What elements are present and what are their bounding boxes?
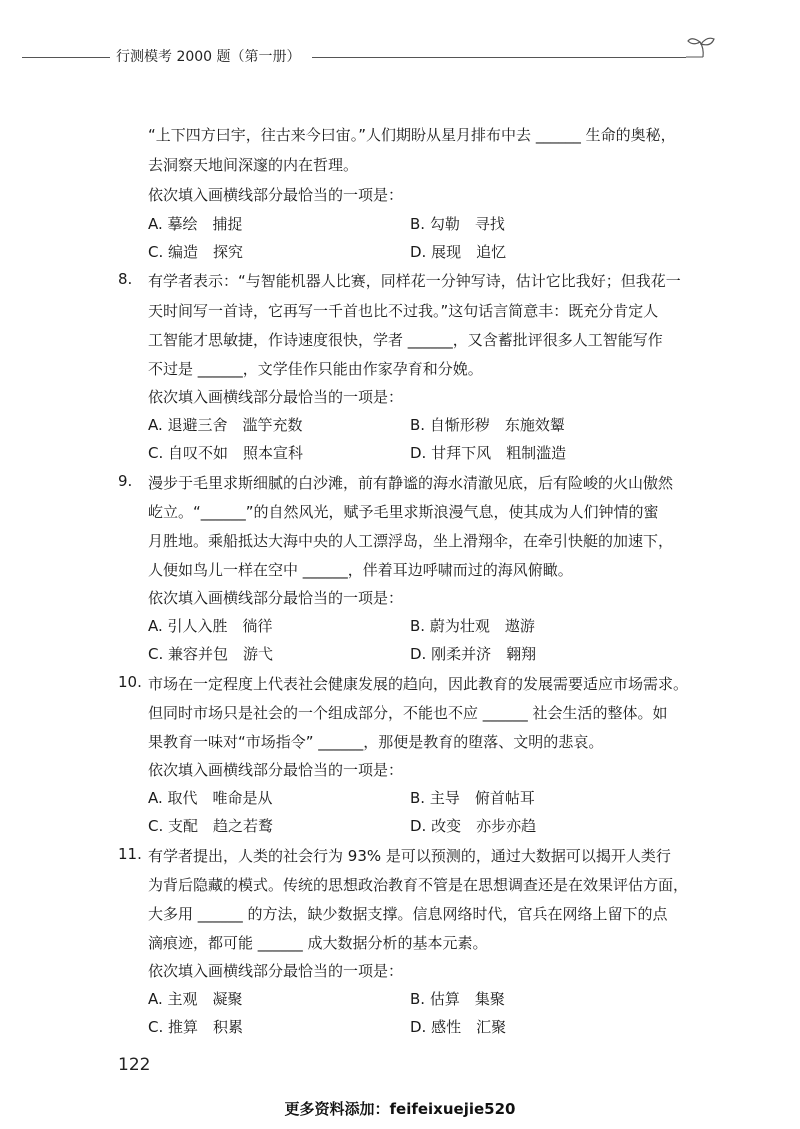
page-number: 122 [118, 1055, 151, 1075]
question-11-option-c: C. 推算 积累 [148, 1018, 244, 1036]
question-10-line-1: 市场在一定程度上代表社会健康发展的趋向，因此教育的发展需要适应市场需求。 [148, 675, 689, 693]
question-10-line-2: 但同时市场只是社会的一个组成部分，不能也不应 ______ 社会生活的整体。如 [148, 704, 668, 722]
question-11-prompt: 依次填入画横线部分最恰当的一项是： [148, 962, 404, 980]
question-10-line-3: 果教育一味对“市场指令” ______，那便是教育的堕落、文明的悲哀。 [148, 733, 604, 751]
question-11-number: 11. [118, 845, 142, 863]
question-8-option-c: C. 自叹不如 照本宣科 [148, 444, 304, 462]
question-9-option-b: B. 蔚为壮观 遨游 [410, 617, 535, 635]
question-10-number: 10. [118, 673, 142, 691]
question-9-option-d: D. 刚柔并济 翱翔 [410, 645, 537, 663]
question-10-option-a: A. 取代 唯命是从 [148, 789, 273, 807]
question-7-option-d: D. 展现 追忆 [410, 243, 507, 261]
question-11-option-a: A. 主观 凝聚 [148, 990, 243, 1008]
question-11-line-4: 滴痕迹，都可能 ______ 成大数据分析的基本元素。 [148, 934, 488, 952]
question-9-line-2: 屹立。“______”的自然风光，赋予毛里求斯浪漫气息，使其成为人们钟情的蜜 [148, 503, 659, 521]
question-11-line-2: 为背后隐藏的模式。传统的思想政治教育不管是在思想调查还是在效果评估方面， [148, 876, 689, 894]
question-8-line-2: 天时间写一首诗，它再写一千首也比不过我。”这句话言简意丰：既充分肯定人 [148, 302, 659, 320]
question-11-option-d: D. 感性 汇聚 [410, 1018, 507, 1036]
question-10-option-d: D. 改变 亦步亦趋 [410, 817, 537, 835]
question-9-line-1: 漫步于毛里求斯细腻的白沙滩，前有静谧的海水清澈见底，后有险峻的火山傲然 [148, 474, 674, 492]
question-8-prompt: 依次填入画横线部分最恰当的一项是： [148, 388, 404, 406]
question-8-line-4: 不过是 ______，文学佳作只能由作家孕育和分娩。 [148, 360, 483, 378]
question-11-option-b: B. 估算 集聚 [410, 990, 505, 1008]
question-11-line-3: 大多用 ______ 的方法，缺少数据支撑。信息网络时代，官兵在网络上留下的点 [148, 905, 668, 923]
question-9-prompt: 依次填入画横线部分最恰当的一项是： [148, 589, 404, 607]
question-8-number: 8. [118, 270, 133, 288]
question-7-option-c: C. 编造 探究 [148, 243, 244, 261]
sprout-icon [683, 32, 717, 66]
question-10-option-c: C. 支配 趋之若鹜 [148, 817, 274, 835]
question-10-option-b: B. 主导 俯首帖耳 [410, 789, 535, 807]
running-header [0, 44, 800, 68]
question-9-number: 9. [118, 472, 133, 490]
question-8-line-3: 工智能才思敏捷，作诗速度很快，学者 ______，又含蓄批评很多人工智能写作 [148, 331, 663, 349]
header-rule-left [22, 57, 110, 58]
question-9-line-3: 月胜地。乘船抵达大海中央的人工漂浮岛，坐上滑翔伞，在牵引快艇的加速下， [148, 532, 674, 550]
question-10-prompt: 依次填入画横线部分最恰当的一项是： [148, 761, 404, 779]
question-7-line-1: “上下四方曰宇，往古来今曰宙。”人们期盼从星月排布中去 ______ 生命的奥秘， [148, 126, 676, 144]
question-9-option-c: C. 兼容并包 游弋 [148, 645, 274, 663]
question-8-option-a: A. 退避三舍 滥竽充数 [148, 416, 303, 434]
book-title: 行测模考 2000 题（第一册） [116, 49, 301, 65]
question-7-prompt: 依次填入画横线部分最恰当的一项是： [148, 186, 404, 204]
question-8-option-d: D. 甘拜下风 粗制滥造 [410, 444, 567, 462]
question-7-line-2: 去洞察天地间深邃的内在哲理。 [148, 156, 359, 174]
footer-note: 更多资料添加：feifeixuejie520 [284, 1100, 516, 1118]
question-9-option-a: A. 引人入胜 徜徉 [148, 617, 273, 635]
question-8-option-b: B. 自惭形秽 东施效颦 [410, 416, 565, 434]
question-8-line-1: 有学者表示：“与智能机器人比赛，同样花一分钟写诗，估计它比我好；但我花一 [148, 272, 681, 290]
question-9-line-4: 人便如鸟儿一样在空中 ______，伴着耳边呼啸而过的海风俯瞰。 [148, 561, 573, 579]
header-rule-right [312, 57, 686, 58]
question-7-option-b: B. 勾勒 寻找 [410, 215, 505, 233]
question-7-option-a: A. 摹绘 捕捉 [148, 215, 243, 233]
question-11-line-1: 有学者提出，人类的社会行为 93% 是可以预测的，通过大数据可以揭开人类行 [148, 847, 671, 865]
